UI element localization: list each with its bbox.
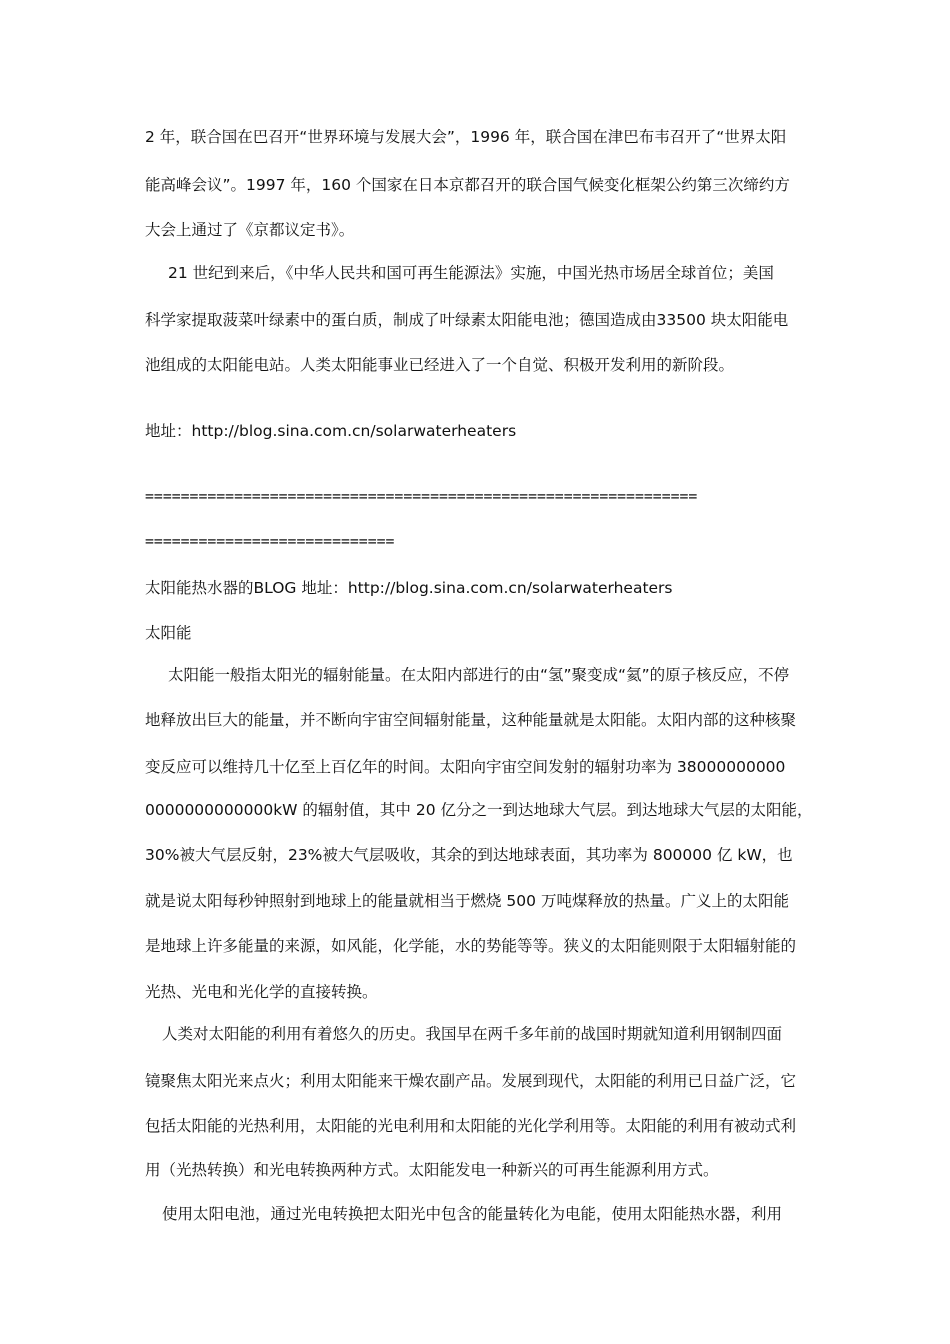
paragraph-line: 地释放出巨大的能量，并不断向宇宙空间辐射能量，这种能量就是太阳能。太阳内部的这种核聚 bbox=[145, 711, 797, 729]
section-title: 太阳能 bbox=[145, 624, 192, 642]
paragraph-line: 太阳能一般指太阳光的辐射能量。在太阳内部进行的由“氢”聚变成“氦”的原子核反应，不停 bbox=[168, 666, 790, 684]
paragraph-line: 能高峰会议”。1997 年，160 个国家在日本京都召开的联合国气候变化框架公约第三次缔约方 bbox=[145, 176, 790, 194]
paragraph-line: 21 世纪到来后，《中华人民共和国可再生能源法》实施，中国光热市场居全球首位；美国 bbox=[168, 264, 774, 282]
address-line: 地址：http://blog.sina.com.cn/solarwaterheaters bbox=[145, 422, 517, 440]
paragraph-line: 大会上通过了《京都议定书》。 bbox=[145, 221, 355, 239]
blog-address-line: 太阳能热水器的BLOG 地址：http://blog.sina.com.cn/solarwaterheaters bbox=[145, 579, 673, 597]
paragraph-line: 是地球上许多能量的来源，如风能，化学能，水的势能等等。狭义的太阳能则限于太阳辐射能的 bbox=[145, 937, 797, 955]
paragraph-line: 30%被大气层反射，23%被大气层吸收，其余的到达地球表面，其功率为 800000 亿 kW，也 bbox=[145, 846, 793, 864]
paragraph-line: 光热、光电和光化学的直接转换。 bbox=[145, 983, 378, 1001]
paragraph-line: 包括太阳能的光热利用，太阳能的光电利用和太阳能的光化学利用等。太阳能的利用有被动式利 bbox=[145, 1117, 797, 1135]
paragraph-line: 人类对太阳能的利用有着悠久的历史。我国早在两千多年前的战国时期就知道利用钢制四面 bbox=[162, 1025, 783, 1043]
paragraph-line: 科学家提取菠菜叶绿素中的蛋白质，制成了叶绿素太阳能电池；德国造成由33500 块太阳能电 bbox=[145, 311, 789, 329]
separator-line: ============================================================== bbox=[145, 488, 698, 505]
paragraph-line: 池组成的太阳能电站。人类太阳能事业已经进入了一个自觉、积极开发利用的新阶段。 bbox=[145, 356, 735, 374]
separator-line: ============================ bbox=[145, 533, 395, 550]
paragraph-line: 0000000000000kW 的辐射值，其中 20 亿分之一到达地球大气层。到达地球大气层的太阳能， bbox=[145, 801, 813, 819]
paragraph-line: 变反应可以维持几十亿至上百亿年的时间。太阳向宇宙空间发射的辐射功率为 38000000000 bbox=[145, 758, 786, 776]
paragraph-line: 镜聚焦太阳光来点火；利用太阳能来干燥农副产品。发展到现代，太阳能的利用已日益广泛，它 bbox=[145, 1072, 797, 1090]
paragraph-line: 就是说太阳每秒钟照射到地球上的能量就相当于燃烧 500 万吨煤释放的热量。广义上的太阳能 bbox=[145, 892, 789, 910]
paragraph-line: 用（光热转换）和光电转换两种方式。太阳能发电一种新兴的可再生能源利用方式。 bbox=[145, 1161, 719, 1179]
paragraph-line: 使用太阳电池，通过光电转换把太阳光中包含的能量转化为电能，使用太阳能热水器，利用 bbox=[162, 1205, 783, 1223]
paragraph-line: 2 年，联合国在巴召开“世界环境与发展大会”，1996 年，联合国在津巴布韦召开了“世界太阳 bbox=[145, 128, 787, 146]
